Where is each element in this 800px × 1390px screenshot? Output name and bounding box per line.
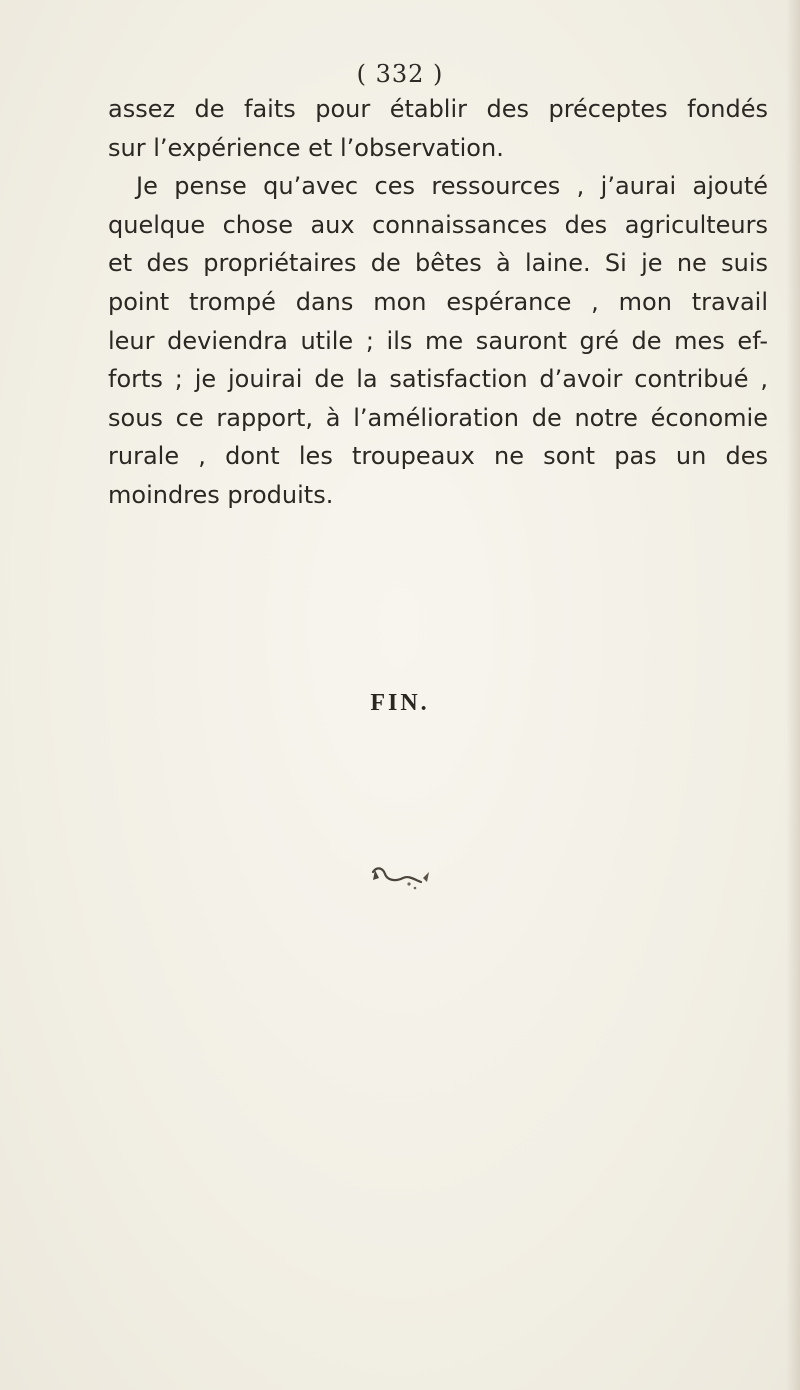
body-paragraphs bbox=[108, 90, 768, 515]
page-edge-shadow bbox=[786, 0, 800, 1390]
text-line: moindres produits. bbox=[108, 480, 334, 509]
text-line: point trompé dans mon espérance , mon travail bbox=[108, 287, 768, 316]
text-line: leur deviendra utile ; ils me sauront gré de mes ef- bbox=[108, 326, 768, 355]
text-line: sous ce rapport, à l’amélioration de notre économie bbox=[108, 403, 768, 432]
page-number: ( 332 ) bbox=[356, 60, 444, 88]
text-line: forts ; je jouirai de la satisfaction d’avoir contribué , bbox=[108, 365, 768, 394]
text-line: assez de faits pour établir des préceptes fondés bbox=[108, 95, 768, 123]
text-line: et des propriétaires de bêtes à laine. Si je ne suis bbox=[108, 249, 768, 278]
text-line: quelque chose aux connaissances des agriculteurs bbox=[108, 210, 768, 239]
text-line: rurale , dont les troupeaux ne sont pas un des bbox=[108, 442, 768, 471]
fleuron-ornament-icon bbox=[365, 858, 435, 898]
text-line: sur l’expérience et l’observation. bbox=[108, 133, 504, 162]
fin-heading: FIN. bbox=[370, 690, 430, 716]
text-line: Je pense qu’avec ces ressources , j’aurai ajouté bbox=[136, 172, 768, 201]
